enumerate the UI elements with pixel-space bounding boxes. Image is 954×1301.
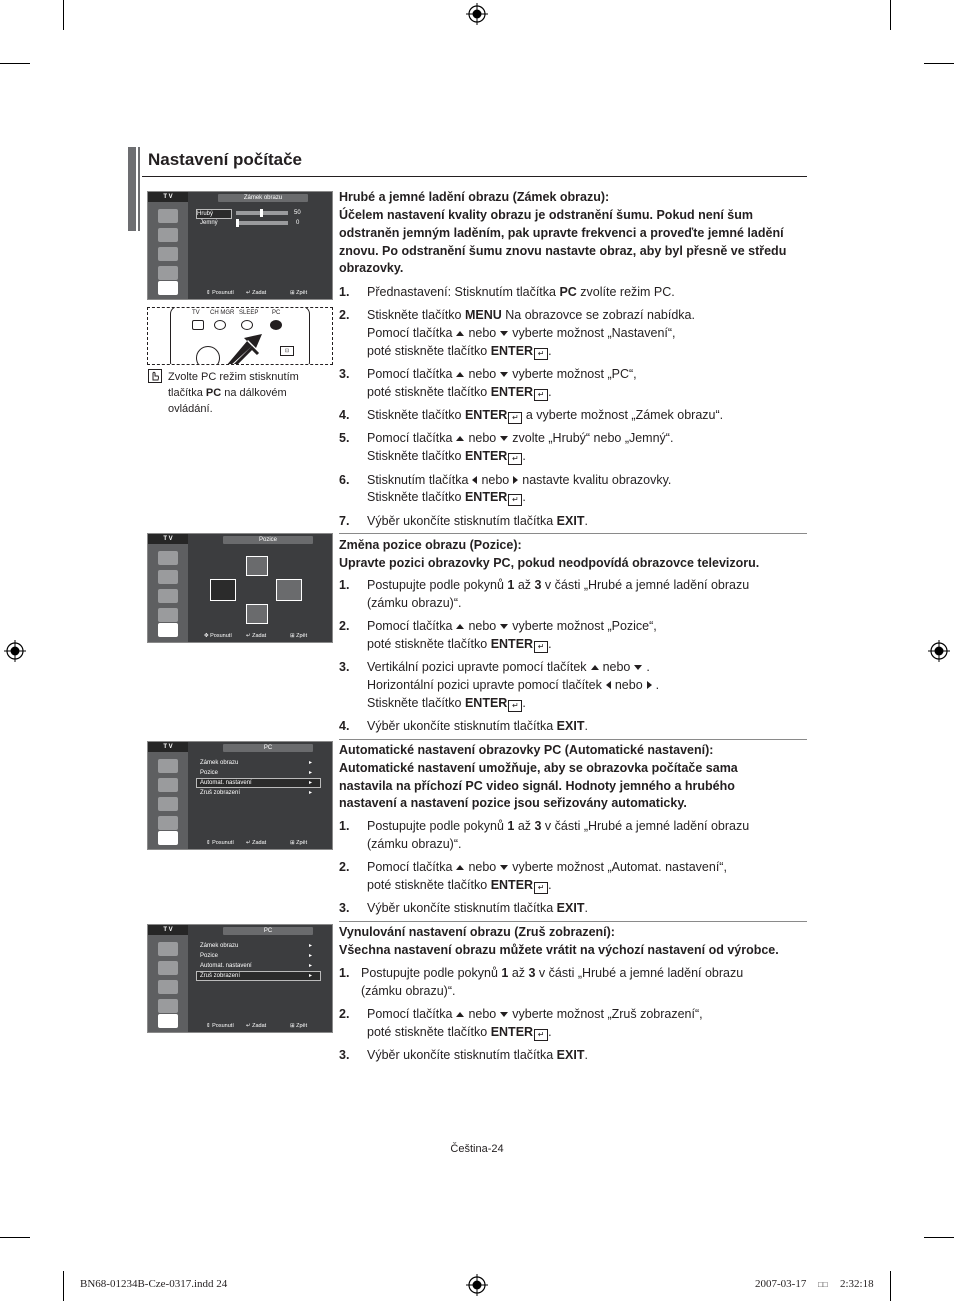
remote-label-tv: TV xyxy=(192,310,200,316)
sec2-step2-line2: poté stiskněte tlačítko ENTER ↵ . xyxy=(367,637,552,651)
sec1-step3-line2: poté stiskněte tlačítko ENTER ↵ . xyxy=(367,385,552,399)
enter-icon: ↵ xyxy=(534,348,548,360)
crop-mark xyxy=(924,1237,954,1238)
picture-icon xyxy=(158,961,178,975)
step-number: 2. xyxy=(339,619,350,633)
sec1-intro-4: obrazovky. xyxy=(339,261,404,275)
osd-header: Pozice xyxy=(223,536,313,544)
sec1-step5-line2: Stiskněte tlačítko ENTER ↵ . xyxy=(367,449,526,463)
step-number: 3. xyxy=(339,1048,350,1062)
pointing-arrow-icon xyxy=(226,330,286,365)
step-number: 3. xyxy=(339,660,350,674)
osd-menu-item-selected: Automat. nastavení xyxy=(196,778,321,788)
sec1-step2-line1: Stiskněte tlačítko MENU Na obrazovce se zobrazí nabídka. xyxy=(367,308,695,322)
osd-menu-item: Automat. nastavení xyxy=(200,963,252,969)
sec2-step4: Výběr ukončíte stisknutím tlačítka EXIT. xyxy=(367,719,588,733)
slug-date: 2007-03-17 xyxy=(755,1278,807,1290)
sec1-intro-1: Účelem nastavení kvality obrazu je odstranění šumu. Pokud není šum xyxy=(339,208,754,222)
setup-icon xyxy=(158,281,178,295)
sec1-step6-line1: Stisknutím tlačítka nebo nastavte kvalitu obrazovky. xyxy=(367,473,672,487)
osd-footer-back: ⊞ Zpět xyxy=(290,1023,308,1029)
sec4-step3: Výběr ukončíte stisknutím tlačítka EXIT. xyxy=(367,1048,588,1062)
sec1-step5-line1: Pomocí tlačítka nebo zvolte „Hrubý“ nebo „Jemný“. xyxy=(367,431,674,445)
tv-button xyxy=(192,320,204,330)
sec1-step6-line2: Stiskněte tlačítko ENTER ↵ . xyxy=(367,490,526,504)
enter-icon: ↵ xyxy=(534,882,548,894)
osd-menu-item: Zámek obrazu xyxy=(200,760,239,766)
step-number: 5. xyxy=(339,431,350,445)
chmgr-button xyxy=(214,320,226,330)
input-icon xyxy=(158,551,178,565)
channel-icon xyxy=(158,999,178,1013)
remote-control-illustration xyxy=(147,307,333,365)
sec4-intro: Všechna nastavení obrazu můžete vrátit na výchozí nastavení od výrobce. xyxy=(339,943,779,957)
sound-icon xyxy=(158,247,178,261)
osd-footer-back: ⊞ Zpět xyxy=(290,633,308,639)
osd-footer-enter: ↵ Zadat xyxy=(246,290,267,296)
page-number: Čeština-24 xyxy=(450,1143,504,1155)
sec2-step2-line1: Pomocí tlačítka nebo vyberte možnost „Pozice“, xyxy=(367,619,657,633)
osd-item-coarse: Hrubý xyxy=(196,209,232,219)
pc-button xyxy=(270,320,282,330)
crop-mark xyxy=(890,1271,891,1301)
sec1-intro-3: znovu. Po odstranění šumu znovu nastavte obraz, aby byl přesně ve středu xyxy=(339,244,787,258)
page-title: Nastavení počítače xyxy=(148,150,303,169)
sec4-step2-line1: Pomocí tlačítka nebo vyberte možnost „Zruš zobrazení“, xyxy=(367,1007,703,1021)
sleep-button xyxy=(241,320,253,330)
remote-label-chmgr: CH MGR xyxy=(210,310,235,316)
section-divider xyxy=(339,533,807,534)
sec4-step2-line2: poté stiskněte tlačítko ENTER ↵ . xyxy=(367,1025,552,1039)
file-slug: BN68-01234B-Cze-0317.indd 24 xyxy=(80,1278,228,1290)
coarse-slider xyxy=(236,211,288,215)
step-number: 1. xyxy=(339,966,350,980)
sec1-step1: Přednastavení: Stisknutím tlačítka PC zvolíte režim PC. xyxy=(367,285,675,299)
crop-mark xyxy=(924,63,954,64)
sound-icon xyxy=(158,589,178,603)
step-number: 6. xyxy=(339,473,350,487)
osd-header: PC xyxy=(223,744,313,752)
picture-icon xyxy=(158,778,178,792)
step-number: 1. xyxy=(339,285,350,299)
enter-icon: ↵ xyxy=(508,453,522,465)
hand-note-icon xyxy=(148,369,162,383)
step-number: 2. xyxy=(339,1007,350,1021)
step-number: 3. xyxy=(339,367,350,381)
slug-boxes: □□ xyxy=(818,1280,828,1289)
step-number: 3. xyxy=(339,901,350,915)
sec3-step3: Výběr ukončíte stisknutím tlačítka EXIT. xyxy=(367,901,588,915)
input-icon xyxy=(158,942,178,956)
sec1-intro-2: odstraněn jemným laděním, pak upravte frekvenci a proveďte jemné ladění xyxy=(339,226,784,240)
osd-sidebar xyxy=(148,192,188,299)
step-number: 1. xyxy=(339,578,350,592)
setup-icon xyxy=(158,831,178,845)
osd-tv-label: T V xyxy=(148,192,188,202)
channel-icon xyxy=(158,816,178,830)
title-accent-bar xyxy=(128,147,140,231)
position-left-box xyxy=(210,579,236,601)
osd-footer-move: ⇕ Posunutí xyxy=(206,290,234,296)
slug-time: 2:32:18 xyxy=(840,1278,874,1290)
osd-screen-pc-auto: T V PC Zámek obrazu ▸ Pozice ▸ Automat. nastavení ▸ Zruš zobrazení ▸ ⇕ Posunutí ↵ Zadat ⊞ Zpět xyxy=(147,741,333,850)
enter-icon: ↵ xyxy=(534,641,548,653)
sec1-step4: Stiskněte tlačítko ENTER ↵ a vyberte možnost „Zámek obrazu“. xyxy=(367,408,724,422)
osd-sidebar xyxy=(148,925,188,1032)
sec4-step1-line1: Postupujte podle pokynů 1 až 3 v části „Hrubé a jemné ladění obrazu xyxy=(361,966,744,980)
osd-sidebar xyxy=(148,742,188,849)
crop-mark xyxy=(63,0,64,30)
sec3-intro-3: nastavení a nastavení pozice jsou seřizovány automaticky. xyxy=(339,796,687,810)
crop-mark xyxy=(0,1237,30,1238)
step-number: 4. xyxy=(339,408,350,422)
osd-screen-image-lock xyxy=(147,191,333,300)
osd-footer-back: ⊞ Zpět xyxy=(290,290,308,296)
enter-icon: ↵ xyxy=(508,412,522,424)
osd-menu-item-selected: Zruš zobrazení xyxy=(196,971,321,981)
registration-mark-icon xyxy=(928,640,950,662)
sec3-step1-line2: (zámku obrazu)“. xyxy=(367,837,462,851)
sec4-step1-line2: (zámku obrazu)“. xyxy=(361,984,456,998)
sec3-intro-2: nastavila na příchozí PC video signál. Hodnoty jemného a hrubého xyxy=(339,779,735,793)
step-number: 2. xyxy=(339,308,350,322)
enter-icon: ↵ xyxy=(534,389,548,401)
registration-mark-icon xyxy=(466,3,488,25)
osd-menu-item: Pozice xyxy=(200,770,219,776)
input-icon xyxy=(158,209,178,223)
registration-mark-icon xyxy=(466,1274,488,1296)
osd-screen-position xyxy=(147,533,333,643)
section-divider xyxy=(339,921,807,922)
osd-sidebar xyxy=(148,534,188,642)
sec2-step3-line2: Horizontální pozici upravte pomocí tlačítek nebo . xyxy=(367,678,660,692)
sec3-step1-line1: Postupujte podle pokynů 1 až 3 v části „Hrubé a jemné ladění obrazu xyxy=(367,819,750,833)
osd-tv-label: T V xyxy=(148,534,188,544)
enter-icon: ↵ xyxy=(508,494,522,506)
setup-icon xyxy=(158,1014,178,1028)
step-number: 1. xyxy=(339,819,350,833)
osd-header: Zámek obrazu xyxy=(218,194,308,202)
fine-slider xyxy=(236,221,288,225)
osd-footer-move: ⇕ Posunutí xyxy=(206,1023,234,1029)
step-number: 7. xyxy=(339,514,350,528)
sec3-step2-line1: Pomocí tlačítka nebo vyberte možnost „Automat. nastavení“, xyxy=(367,860,727,874)
sec3-step2-line2: poté stiskněte tlačítko ENTER ↵ . xyxy=(367,878,552,892)
input-icon xyxy=(158,759,178,773)
sec2-step3-line1: Vertikální pozici upravte pomocí tlačítek nebo . xyxy=(367,660,650,674)
channel-icon xyxy=(158,266,178,280)
position-top-box xyxy=(246,556,268,576)
sec1-step2-line2: Pomocí tlačítka nebo vyberte možnost „Nastavení“, xyxy=(367,326,676,340)
osd-screen-pc-reset: T V PC Zámek obrazu ▸ Pozice ▸ Automat. nastavení ▸ Zruš zobrazení ▸ ⇕ Posunutí ↵ Zadat ⊞ Zpět xyxy=(147,924,333,1033)
title-accent-gap xyxy=(136,147,138,231)
sec1-step7: Výběr ukončíte stisknutím tlačítka EXIT. xyxy=(367,514,588,528)
position-bottom-box xyxy=(246,604,268,624)
enter-icon: ↵ xyxy=(508,700,522,712)
osd-menu-item: Zruš zobrazení xyxy=(200,790,241,796)
osd-menu-item: Zámek obrazu xyxy=(200,943,239,949)
enter-icon: ↵ xyxy=(534,1029,548,1041)
osd-footer-enter: ↵ Zadat xyxy=(246,633,267,639)
step-number: 2. xyxy=(339,860,350,874)
sec2-step1-line1: Postupujte podle pokynů 1 až 3 v části „Hrubé a jemné ladění obrazu xyxy=(367,578,750,592)
picture-icon xyxy=(158,228,178,242)
crop-mark xyxy=(0,63,30,64)
sound-icon xyxy=(158,797,178,811)
remote-label-pc: PC xyxy=(272,310,281,316)
dpad-button xyxy=(196,346,220,365)
setup-icon xyxy=(158,623,178,637)
sec2-heading: Změna pozice obrazu (Pozice): xyxy=(339,538,522,552)
osd-footer-move: ⇕ Posunutí xyxy=(206,840,234,846)
sec2-step1-line2: (zámku obrazu)“. xyxy=(367,596,462,610)
picture-icon xyxy=(158,570,178,584)
position-right-box xyxy=(276,579,302,601)
title-rule xyxy=(142,176,807,177)
channel-icon xyxy=(158,608,178,622)
osd-footer-move: ✥ Posunutí xyxy=(204,633,232,639)
osd-header: PC xyxy=(223,927,313,935)
sec4-heading: Vynulování nastavení obrazu (Zruš zobrazení): xyxy=(339,925,615,939)
sec1-step3-line1: Pomocí tlačítka nebo vyberte možnost „PC“, xyxy=(367,367,637,381)
sec1-step2-line3: poté stiskněte tlačítko ENTER ↵ . xyxy=(367,344,552,358)
sec2-step3-line3: Stiskněte tlačítko ENTER ↵ . xyxy=(367,696,526,710)
osd-menu-item: Pozice xyxy=(200,953,219,959)
osd-footer-back: ⊞ Zpět xyxy=(290,840,308,846)
crop-mark xyxy=(63,1271,64,1301)
osd-footer-enter: ↵ Zadat xyxy=(246,840,267,846)
sec3-heading: Automatické nastavení obrazovky PC (Automatické nastavení): xyxy=(339,743,714,757)
sound-icon xyxy=(158,980,178,994)
osd-tv-label: T V xyxy=(148,742,188,752)
remote-label-sleep: SLEEP xyxy=(239,310,259,316)
fine-value: 0 xyxy=(296,220,300,226)
coarse-value: 50 xyxy=(294,210,301,216)
osd-footer-enter: ↵ Zadat xyxy=(246,1023,267,1029)
sec2-intro: Upravte pozici obrazovky PC, pokud neodpovídá obrazovce televizoru. xyxy=(339,556,760,570)
section-divider xyxy=(339,739,807,740)
step-number: 4. xyxy=(339,719,350,733)
pip-button: ⊡ xyxy=(280,346,294,356)
osd-item-fine: Jemný xyxy=(200,220,218,226)
sec3-intro-1: Automatické nastavení umožňuje, aby se obrazovka počítače sama xyxy=(339,761,738,775)
crop-mark xyxy=(890,0,891,30)
registration-mark-icon xyxy=(4,640,26,662)
osd-tv-label: T V xyxy=(148,925,188,935)
sec1-heading: Hrubé a jemné ladění obrazu (Zámek obrazu): xyxy=(339,190,610,204)
remote-note: Zvolte PC režim stisknutím tlačítka PC na dálkovém ovládání. xyxy=(168,371,299,415)
